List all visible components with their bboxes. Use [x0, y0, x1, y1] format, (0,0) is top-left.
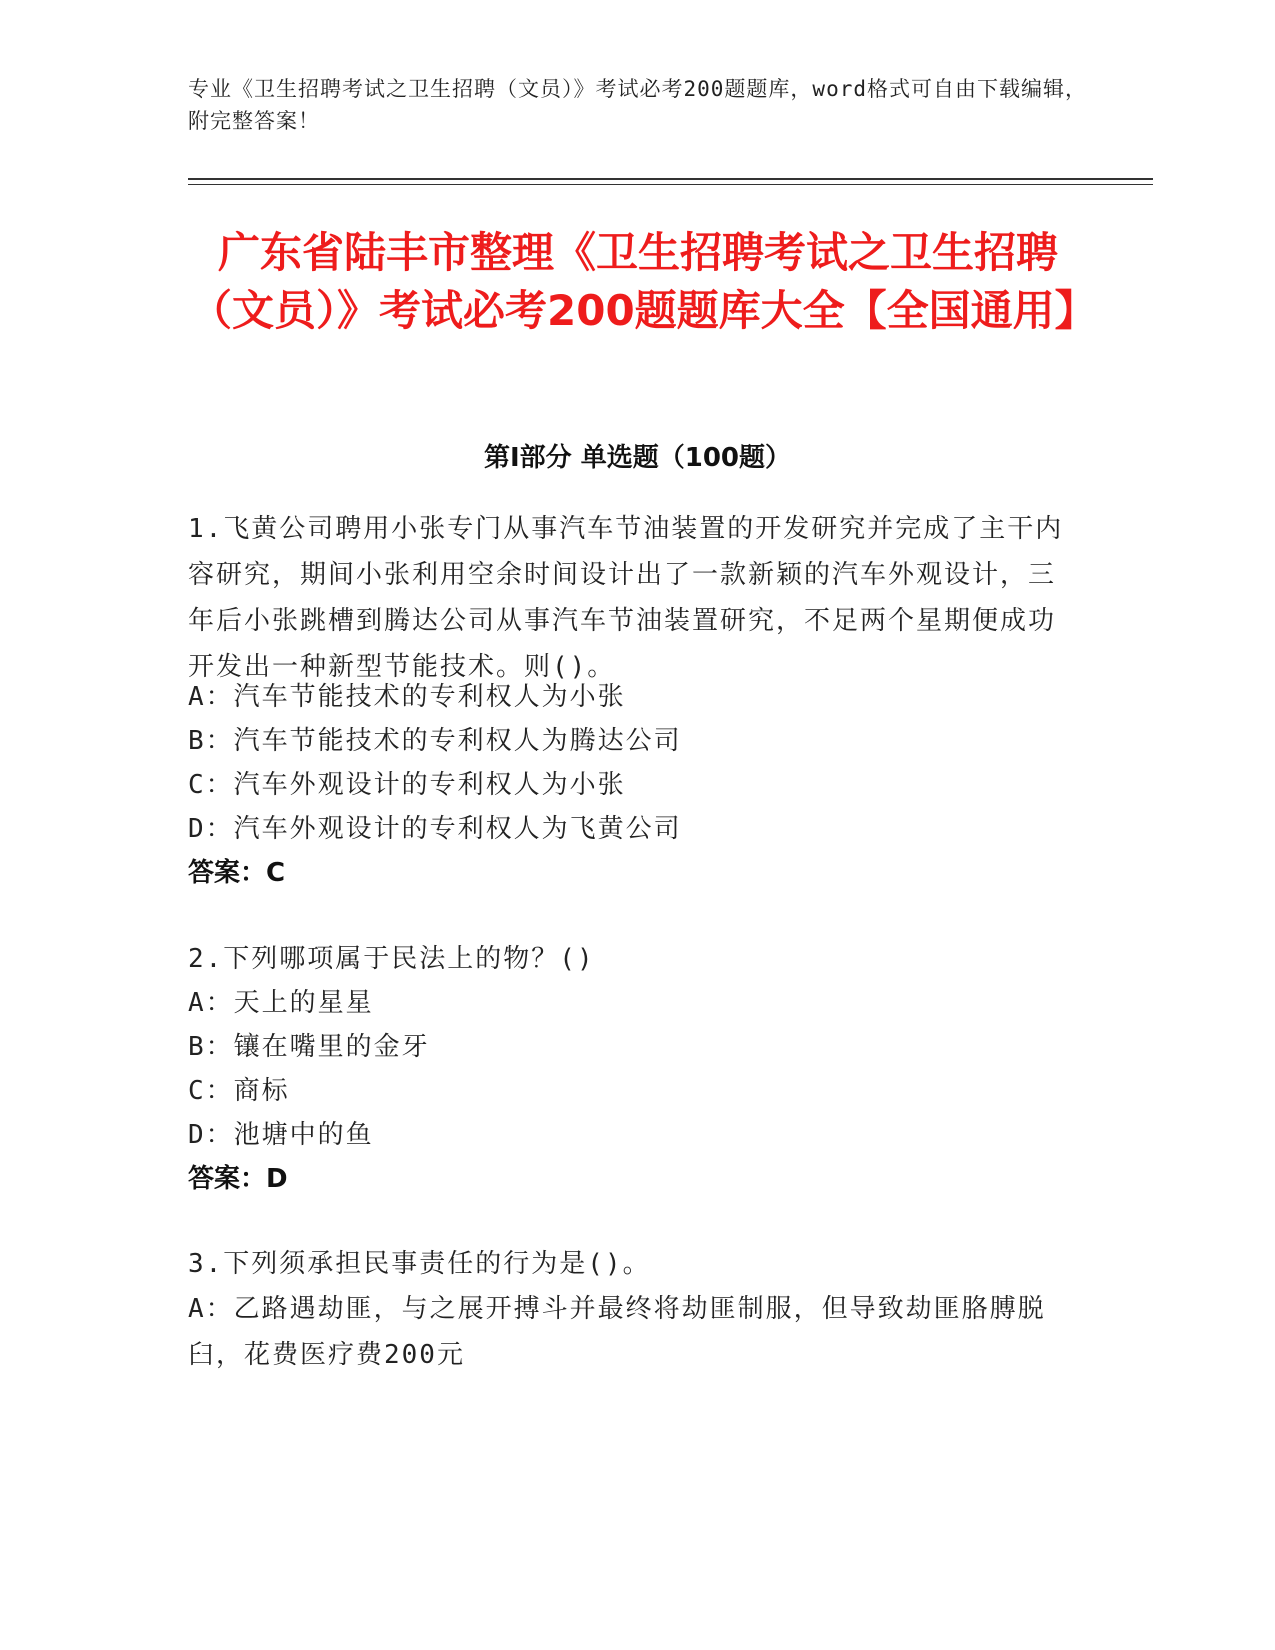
section-title: 第Ⅰ部分 单选题（100题）	[484, 443, 791, 473]
option-a: A：乙路遇劫匪，与之展开搏斗并最终将劫匪制服，但导致劫匪胳膊脱臼，花费医疗费200元	[188, 1294, 1046, 1370]
option-b: B：汽车节能技术的专利权人为腾达公司	[188, 726, 682, 756]
answer: 答案：D	[188, 1164, 288, 1194]
header-note: 专业《卫生招聘考试之卫生招聘（文员）》考试必考200题题库，word格式可自由下载编辑，附完整答案！	[188, 77, 1087, 133]
document-title: 广东省陆丰市整理《卫生招聘考试之卫生招聘（文员）》考试必考200题题库大全【全国通用】	[190, 228, 1097, 335]
header-divider	[188, 178, 1153, 180]
header-divider-thin	[188, 184, 1153, 185]
option-a: A：天上的星星	[188, 988, 374, 1018]
answer: 答案：C	[188, 858, 286, 888]
option-c: C：汽车外观设计的专利权人为小张	[188, 770, 626, 800]
option-d: D：汽车外观设计的专利权人为飞黄公司	[188, 814, 682, 844]
question-stem: 3.下列须承担民事责任的行为是()。	[188, 1249, 651, 1279]
option-c: C：商标	[188, 1076, 290, 1106]
option-d: D：池塘中的鱼	[188, 1120, 374, 1150]
question-stem: 2.下列哪项属于民法上的物？()	[188, 944, 595, 974]
option-b: B：镶在嘴里的金牙	[188, 1032, 430, 1062]
option-a: A：汽车节能技术的专利权人为小张	[188, 682, 626, 712]
question-stem: 1.飞黄公司聘用小张专门从事汽车节油装置的开发研究并完成了主干内容研究，期间小张利用空余时间设计出了一款新颖的汽车外观设计，三年后小张跳槽到腾达公司从事汽车节油装置研究，不足两个星期便成功开发出一种新型节能技术。则()。	[188, 514, 1064, 682]
